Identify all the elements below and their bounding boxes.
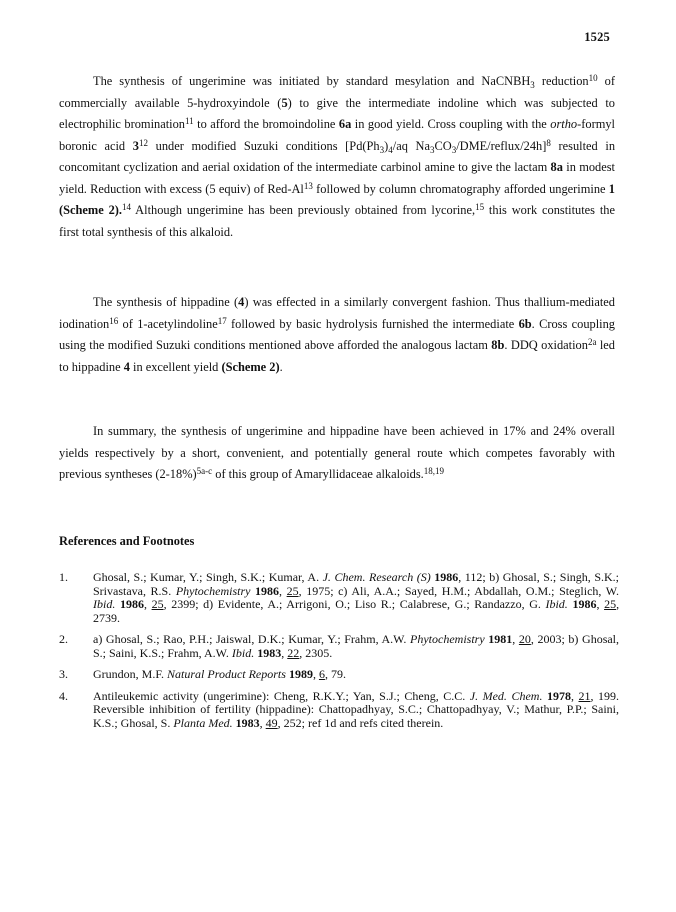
text-run: /DME/reflux/24h] — [456, 138, 547, 153]
citation-superscript: 12 — [138, 137, 148, 148]
text-run: Ghosal, S.; Kumar, Y.; Singh, S.K.; Kumar, A. — [93, 570, 323, 584]
citation-superscript: 18,19 — [423, 466, 445, 476]
subscript: 3 — [379, 144, 385, 155]
text-run: , 2739. — [93, 597, 620, 625]
text-run: , 2305. — [299, 645, 333, 660]
volume: 25 — [151, 597, 164, 611]
citation-superscript: 11 — [184, 116, 194, 126]
compound-number: 8a — [550, 160, 563, 174]
text-run: of commercially available 5-hydroxyindole ( — [59, 74, 615, 110]
text-run: In summary, the synthesis of ungerimine and hippadine have been achieved in 17% and 24% overall yields respectively by a short, convenient, and potentially general route which competes favorably with previous syntheses (2-18%) — [59, 424, 615, 481]
text-run: , — [512, 632, 519, 646]
subscript: 3 — [451, 144, 457, 155]
text-run: , — [279, 583, 287, 598]
reference-text — [93, 668, 619, 682]
text-run: Although ungerimine has been previously obtained from lycorine, — [131, 203, 476, 217]
compound-number: 5 — [281, 95, 288, 110]
text-run: in excellent yield — [129, 359, 222, 374]
text-run: . — [279, 359, 283, 374]
volume: 6 — [318, 667, 325, 681]
page-number: 1525 — [584, 30, 610, 44]
scheme-reference: (Scheme 2). — [59, 203, 123, 217]
citation-superscript: 2a — [587, 337, 597, 347]
text-run: , 79. — [324, 667, 346, 681]
subscript: 3 — [429, 144, 435, 155]
text-run: led to hippadine — [59, 338, 615, 374]
text-run: ) — [384, 138, 389, 153]
volume: 25 — [604, 597, 617, 611]
compound-number: 8b — [491, 338, 505, 352]
journal-name: Ibid. — [545, 597, 568, 611]
text-run: a) Ghosal, S.; Rao, P.H.; Jaiswal, D.K.; Kumar, Y.; Frahm, A.W. — [93, 632, 411, 646]
journal-name: Ibid. — [231, 645, 255, 660]
text-run: CO — [434, 138, 452, 153]
journal-name: Planta Med. — [173, 715, 233, 730]
text-run: Grundon, M.F. — [93, 667, 168, 681]
year: 1983 — [235, 715, 260, 730]
citation-superscript: 16 — [109, 315, 119, 326]
reference-item-1 — [59, 571, 619, 625]
citation-superscript: 13 — [303, 180, 313, 191]
volume: 21 — [578, 688, 591, 703]
text-run: of 1-acetylindoline — [118, 316, 218, 331]
year: 1989 — [288, 667, 313, 681]
reference-text — [93, 571, 619, 625]
compound-number: 1 — [608, 181, 615, 196]
citation-superscript: 17 — [217, 315, 227, 326]
text-run: , — [259, 715, 266, 730]
volume: 49 — [265, 715, 278, 730]
text-run: , — [143, 597, 152, 611]
text-run: . Cross coupling using the modified Suzuki conditions mentioned above afforded the analogous lactam — [59, 316, 615, 352]
text-run: , 112; b) Ghosal, S.; Singh, S.K.; Srivastava, R.S. — [93, 570, 619, 598]
volume: 20 — [518, 632, 531, 646]
reference-item-3 — [59, 668, 619, 682]
year: 1981 — [488, 632, 513, 646]
text-run: , — [570, 688, 579, 703]
text-run: , 2003; b) Ghosal, S.; Saini, K.S.; Frahm, A.W. — [93, 632, 620, 660]
volume: 22 — [287, 645, 300, 660]
journal-name: Phytochemistry — [410, 632, 485, 646]
text-run: ) to give the intermediate indoline which was subjected to electrophilic bromination — [59, 95, 615, 131]
reference-number: 2. — [59, 632, 68, 646]
journal-name: Phytochemistry — [175, 583, 251, 598]
text-run: , — [312, 667, 319, 681]
text-run: . DDQ oxidation — [504, 338, 588, 352]
text-run: , — [281, 645, 288, 660]
paragraph-hippadine-synthesis — [59, 292, 615, 378]
text-run: to afford the bromoindoline — [193, 117, 339, 131]
text-run: -formyl boronic acid — [59, 117, 615, 153]
text-run: resulted in concomitant cyclization and aerial oxidation of the intermediate carbinol amine to give the lactam — [59, 138, 616, 174]
text-run: under modified Suzuki conditions [Pd(Ph — [147, 138, 380, 153]
reference-list — [59, 571, 619, 738]
text-run: followed by column chromatography afforded ungerimine — [312, 181, 609, 196]
text-run: in good yield. Cross coupling with the — [351, 117, 551, 131]
citation-superscript: 5a-c — [196, 466, 213, 476]
citation-superscript: 14 — [122, 202, 132, 212]
text-run: in modest yield. Reduction with excess (5 equiv) of Red-Al — [59, 160, 615, 196]
text-run: , — [596, 597, 605, 611]
text-run: , 199. Reversible inhibition of fertility (hippadine): Chattopadhyay, S.C.; Chattopadhyay, V.; Mathur, P.P.; Saini, K.S.; Ghosal, S. — [93, 688, 620, 730]
journal-name: J. Chem. Research (S) — [322, 570, 431, 584]
journal-name: J. Med. Chem. — [469, 688, 543, 703]
paragraph-summary — [59, 421, 615, 486]
reference-text — [93, 633, 619, 660]
text-run: followed by basic hydrolysis furnished the intermediate — [226, 316, 519, 331]
text-run: The synthesis of hippadine ( — [93, 295, 239, 309]
reference-text — [93, 690, 619, 731]
text-run: , 252; ref 1d and refs cited therein. — [277, 715, 444, 730]
compound-number: 3 — [132, 138, 139, 153]
journal-name: Ibid. — [93, 597, 116, 611]
reference-number: 1. — [59, 570, 68, 584]
year: 1986 — [119, 597, 144, 611]
paragraph-ungerimine-synthesis — [59, 71, 615, 243]
text-run: , 1975; c) Ali, A.A.; Sayed, H.M.; Abdallah, O.M.; Steglich, W. — [298, 583, 619, 598]
year: 1983 — [257, 645, 282, 660]
citation-superscript: 10 — [588, 73, 598, 83]
compound-number: 4 — [238, 295, 245, 309]
text-run: Antileukemic activity (ungerimine): Cheng, R.K.Y.; Yan, S.J.; Cheng, C.C. — [93, 688, 470, 703]
citation-superscript: 8 — [546, 137, 551, 148]
year: 1978 — [546, 688, 571, 703]
journal-name: Natural Product Reports — [167, 667, 286, 681]
year: 1986 — [572, 597, 597, 611]
text-run: this work constitutes the first total synthesis of this alkaloid. — [59, 203, 616, 239]
compound-number: 6b — [518, 316, 532, 331]
citation-superscript: 15 — [475, 202, 485, 212]
references-heading: References and Footnotes — [59, 534, 195, 548]
scheme-reference: (Scheme 2) — [221, 359, 280, 374]
text-run: The synthesis of ungerimine was initiated by standard mesylation and NaCNBH — [93, 74, 531, 88]
reference-item-2 — [59, 633, 619, 660]
italic-text: ortho — [550, 117, 578, 131]
subscript: 3 — [530, 80, 535, 90]
year: 1986 — [434, 570, 459, 584]
compound-number: 6a — [338, 117, 352, 131]
year: 1986 — [255, 583, 280, 598]
reference-number: 3. — [59, 667, 68, 681]
reference-number: 4. — [59, 688, 68, 703]
reference-item-4 — [59, 690, 619, 731]
text-run: of this group of Amaryllidaceae alkaloids. — [212, 467, 424, 481]
text-run: , 2399; d) Evidente, A.; Arrigoni, O.; Liso R.; Calabrese, G.; Randazzo, G. — [163, 597, 546, 611]
text-run: /aq Na — [392, 138, 430, 153]
text-run: ) was effected in a similarly convergent fashion. Thus thallium-mediated iodination — [59, 295, 615, 331]
text-run: reduction — [534, 74, 589, 88]
compound-number: 4 — [123, 359, 130, 374]
subscript: 4 — [388, 144, 393, 155]
volume: 25 — [286, 583, 299, 598]
